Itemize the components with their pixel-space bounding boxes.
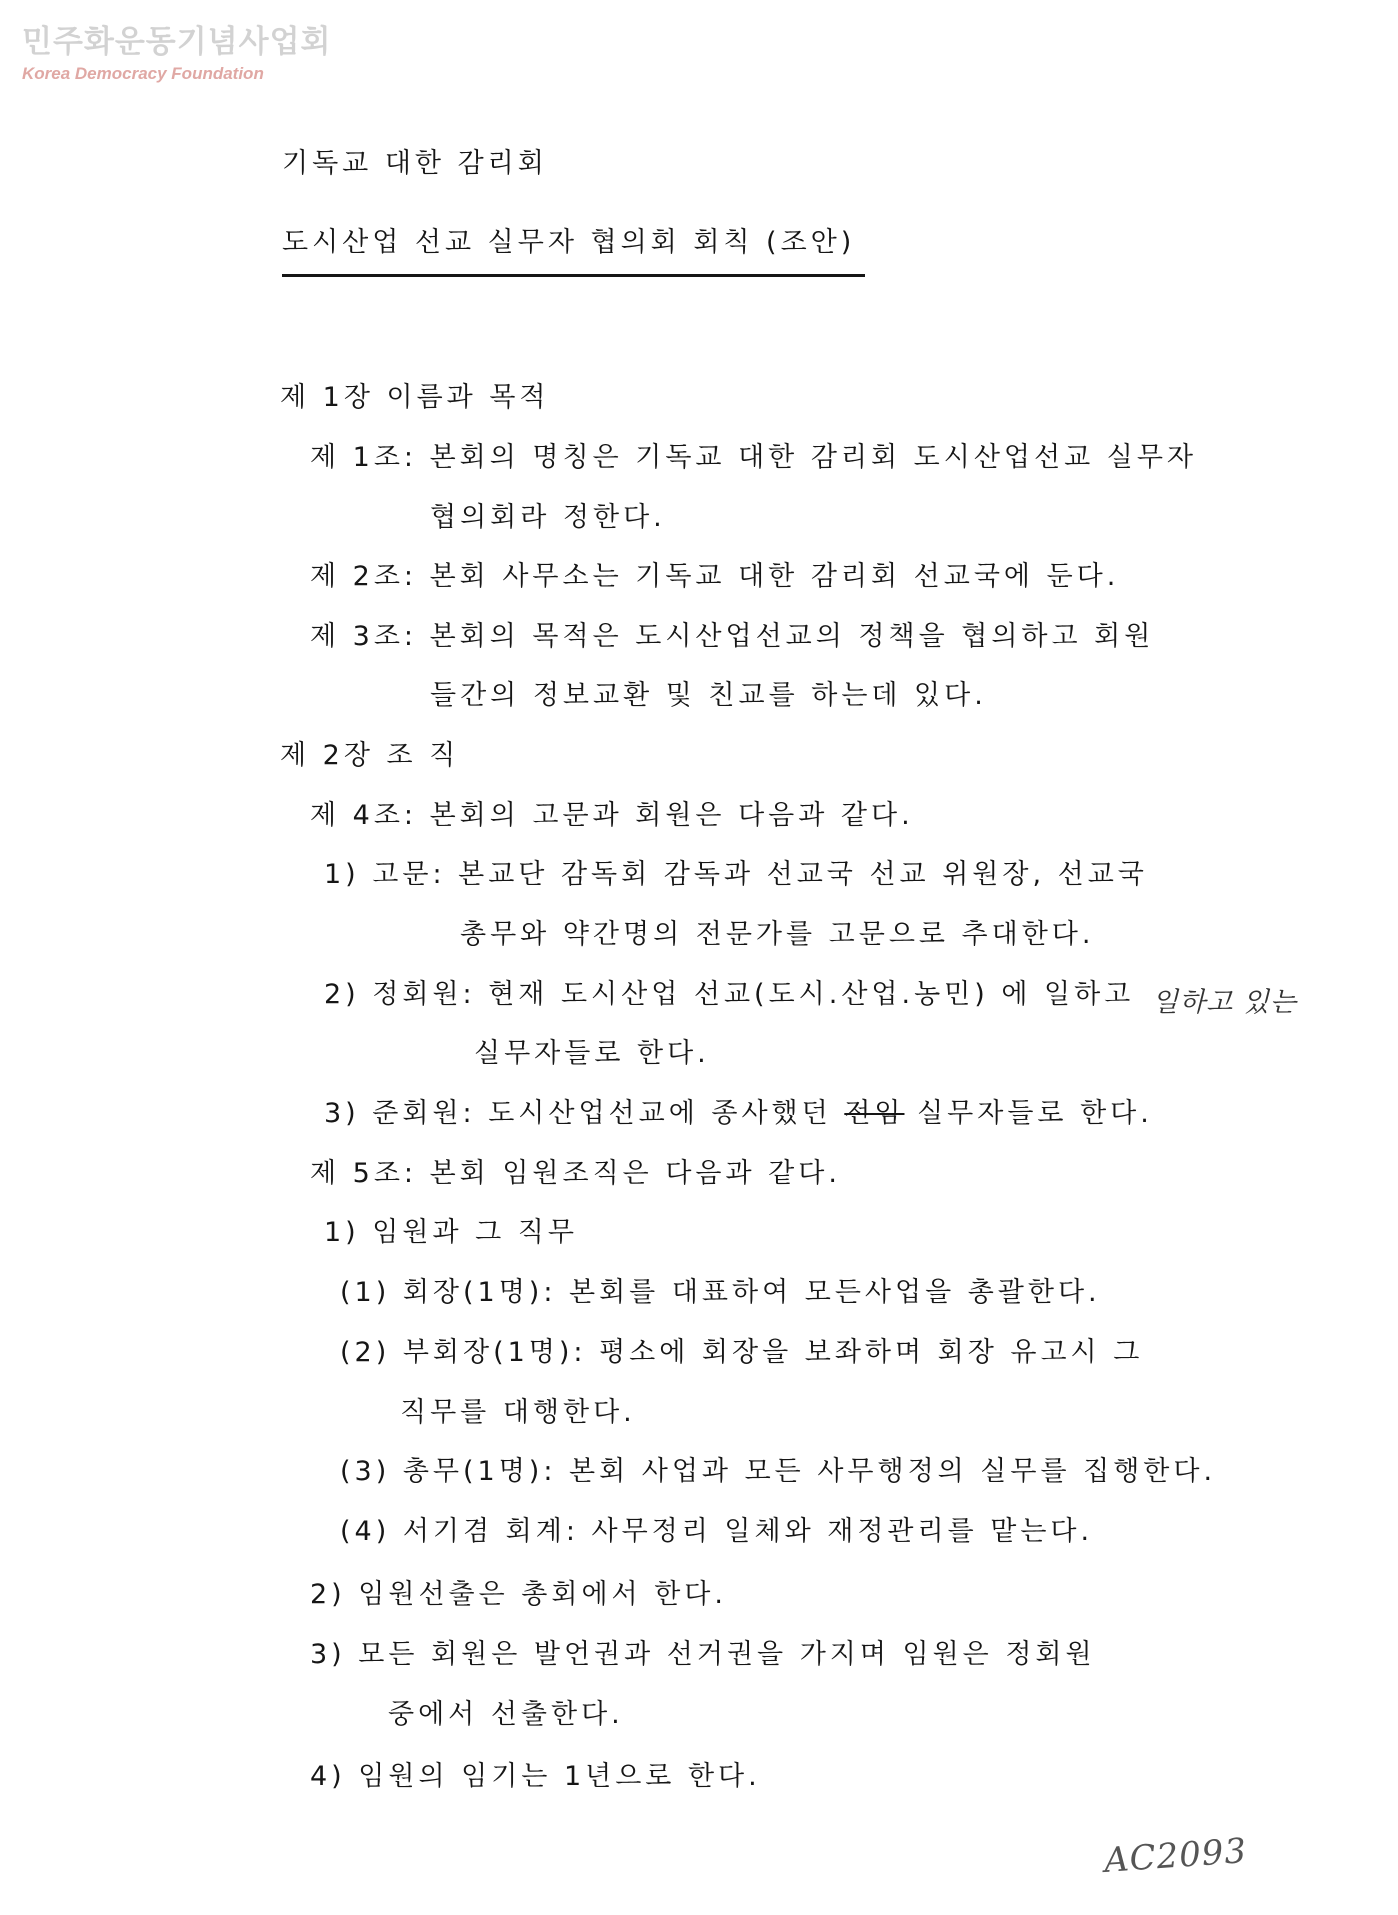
article-4-item-3-end: 실무자들로 한다. bbox=[917, 1098, 1153, 1129]
watermark-english-name: Korea Democracy Foundation bbox=[22, 64, 264, 83]
watermark-korean-name: 민주화운동기념사업회 bbox=[22, 24, 332, 60]
article-5-item-3-line-1: 3) 모든 회원은 발언권과 선거권을 가지며 임원은 정회원 bbox=[310, 1639, 1096, 1670]
article-5-item-2: 2) 임원선출은 총회에서 한다. bbox=[310, 1579, 727, 1610]
duty-vice-president-line-1: (2) 부회장(1명): 평소에 회장을 보좌하며 회장 유고시 그 bbox=[340, 1337, 1144, 1368]
article-2: 제 2조: 본회 사무소는 기독교 대한 감리회 선교국에 둔다. bbox=[310, 561, 1120, 592]
duty-general-secretary: (3) 총무(1명): 본회 사업과 모든 사무행정의 실무를 집행한다. bbox=[340, 1456, 1217, 1487]
struck-word: 전임 bbox=[844, 1098, 905, 1129]
article-4-item-2-line-2: 실무자들로 한다. bbox=[474, 1038, 710, 1069]
article-5-item-4: 4) 임원의 임기는 1년으로 한다. bbox=[310, 1761, 761, 1792]
article-1-line-1: 제 1조: 본회의 명칭은 기독교 대한 감리회 도시산업선교 실무자 bbox=[310, 442, 1197, 473]
article-1-line-2: 협의회라 정한다. bbox=[430, 502, 666, 533]
article-5-item-1: 1) 임원과 그 직무 bbox=[324, 1217, 578, 1248]
foundation-watermark bbox=[22, 22, 331, 84]
article-4-item-3-text: 3) 준회원: 도시산업선교에 종사했던 bbox=[324, 1098, 832, 1129]
duty-president: (1) 회장(1명): 본회를 대표하여 모든사업을 총괄한다. bbox=[340, 1277, 1101, 1308]
article-4: 제 4조: 본회의 고문과 회원은 다음과 같다. bbox=[310, 800, 914, 831]
duty-vice-president-line-2: 직무를 대행한다. bbox=[400, 1397, 636, 1428]
chapter-1-heading: 제 1장 이름과 목적 bbox=[280, 382, 550, 413]
document-organization: 기독교 대한 감리회 bbox=[282, 148, 548, 179]
article-4-item-1-line-1: 1) 고문: 본교단 감독회 감독과 선교국 선교 위원장, 선교국 bbox=[324, 859, 1148, 890]
article-3-line-1: 제 3조: 본회의 목적은 도시산업선교의 정책을 협의하고 회원 bbox=[310, 621, 1155, 652]
handwritten-margin-note: 일하고 있는 bbox=[1152, 987, 1297, 1018]
document-title: 도시산업 선교 실무자 협의회 회칙 (조안) bbox=[282, 226, 865, 277]
duty-secretary-treasurer: (4) 서기겸 회계: 사무정리 일체와 재정관리를 맡는다. bbox=[340, 1516, 1094, 1547]
article-4-item-2-line-1: 2) 정회원: 현재 도시산업 선교(도시.산업.농민) 에 일하고 bbox=[324, 979, 1135, 1010]
article-5-item-3-line-2: 중에서 선출한다. bbox=[388, 1699, 624, 1730]
article-5: 제 5조: 본회 임원조직은 다음과 같다. bbox=[310, 1158, 841, 1189]
article-4-item-3 bbox=[324, 1097, 1153, 1131]
archive-number-stamp: AC2093 bbox=[1102, 1831, 1249, 1881]
chapter-2-heading: 제 2장 조 직 bbox=[280, 740, 460, 771]
article-3-line-2: 들간의 정보교환 및 친교를 하는데 있다. bbox=[430, 680, 987, 711]
article-4-item-1-line-2: 총무와 약간명의 전문가를 고문으로 추대한다. bbox=[460, 919, 1095, 950]
